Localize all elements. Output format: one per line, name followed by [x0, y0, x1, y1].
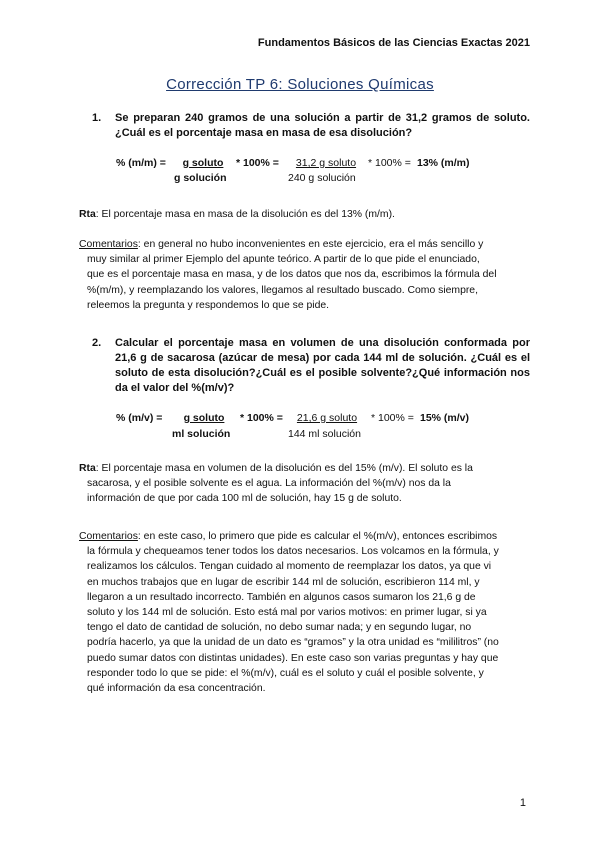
answer-2-line: información de que por cada 100 ml de solución, hay 15 g de soluto. — [87, 493, 402, 505]
comment-1-line: %(m/m), y reemplazando los valores, llegamos al resultado buscado. Como siempre, — [87, 284, 478, 296]
formula-1-numerator-value: 31,2 g soluto — [295, 157, 357, 169]
formula-2-numerator: g soluto — [183, 412, 225, 424]
formula-2-lhs: % (m/v) = — [116, 412, 163, 424]
formula-2-multiplier-2: * 100% = — [371, 412, 414, 424]
comment-2-line: qué información da esa concentración. — [87, 683, 266, 695]
answer-2-line: sacarosa, y el posible solvente es el agua. La información del %(m/v) nos da la — [87, 478, 451, 490]
comment-2-line: en muchos trabajos que en lugar de escribir 144 ml de solución, escribieron 114 ml, y — [87, 576, 480, 588]
comment-2-line: tengo el dato de cantidad de solución, no debo sumar nada; y en segundo lugar, no — [87, 622, 472, 634]
page-number: 1 — [519, 797, 526, 809]
comment-2-line: realizamos los cálculos. Tengan cuidado al momento de reemplazar los datos, ya que vi — [87, 561, 492, 573]
formula-1-lhs: % (m/m) = — [116, 157, 166, 169]
answer-2-line: : El porcentaje masa en volumen de la disolución es del 15% (m/v). El soluto es la — [95, 463, 473, 474]
question-2-number: 2. — [92, 337, 102, 349]
formula-1-multiplier: * 100% = — [236, 157, 279, 169]
formula-2-denominator: ml solución — [172, 428, 231, 440]
comment-2-line: : en este caso, lo primero que pide es calcular el %(m/v), entonces escribimos — [137, 531, 498, 542]
comment-1-line: : en general no hubo inconvenientes en este ejercicio, era el más sencillo y — [137, 239, 484, 250]
comment-2-label: Comentarios — [79, 531, 138, 542]
formula-1-denominator-value: 240 g solución — [288, 172, 356, 184]
comment-2-line: puedo sumar datos con distintas unidades). En este caso son varias preguntas y hay que — [87, 652, 499, 664]
comment-2-line: podría hacerlo, ya que la unidad de un dato es “gramos” y la otra unidad es “mililitros” (no — [87, 637, 499, 649]
question-2-text: Calcular el porcentaje masa en volumen de una disolución conformada por 21,6 g de sacarosa (azúcar de mesa) por cada 144 ml de solución. ¿Cuál es el soluto de esta disolución?¿Cuál es el posible solvente?¿Qué información nos da el valor del %(m/v)? — [115, 337, 530, 394]
comment-1-line: que es el porcentaje masa en masa, y de los datos que nos da, escribimos la fórmula del — [87, 269, 497, 281]
formula-1-multiplier-2: * 100% = — [368, 157, 411, 169]
formula-2-result: 15% (m/v) — [420, 412, 470, 424]
formula-1-numerator: g soluto — [182, 157, 224, 169]
question-1-text: Se preparan 240 gramos de una solución a partir de 31,2 gramos de soluto. ¿Cuál es el porcentaje masa en masa de esa disolución? — [115, 112, 530, 139]
comment-2-line: soluto y los 144 ml de solución. Esto está mal por varios motivos: en primer lugar, si ya — [87, 607, 487, 619]
answer-2 — [79, 461, 529, 507]
answer-2-label: Rta — [79, 463, 96, 474]
formula-1-result: 13% (m/m) — [417, 157, 470, 169]
answer-1-label: Rta — [79, 209, 96, 220]
page-title: Corrección TP 6: Soluciones Químicas — [166, 76, 434, 93]
question-1-number: 1. — [92, 112, 102, 124]
formula-1-denominator: g solución — [174, 172, 227, 184]
comment-1-line: muy similar al primer Ejemplo del apunte teórico. A partir de lo que pide el enunciado, — [87, 254, 480, 266]
comment-2-line: llegaron a un resultado incorrecto. También en algunos casos sumaron los 21,6 g de — [87, 591, 476, 603]
formula-2-numerator-value: 21,6 g soluto — [296, 412, 358, 424]
answer-1-text: : El porcentaje masa en masa de la disolución es del 13% (m/m). — [95, 209, 395, 220]
comment-1-line: releemos la pregunta y respondemos lo que se pide. — [87, 299, 330, 311]
comment-2 — [79, 529, 529, 696]
document-header: Fundamentos Básicos de las Ciencias Exactas 2021 — [257, 37, 530, 49]
formula-2-denominator-value: 144 ml solución — [288, 428, 361, 440]
comment-2-line: responder todo lo que se pide: el %(m/v), cuál es el soluto y cuál el posible solvente, y — [87, 667, 484, 679]
comment-1-label: Comentarios — [79, 239, 138, 250]
formula-2-multiplier: * 100% = — [240, 412, 283, 424]
comment-2-line: la fórmula y chequeamos tener todos los datos necesarios. Los volcamos en la fórmula, y — [87, 546, 499, 558]
